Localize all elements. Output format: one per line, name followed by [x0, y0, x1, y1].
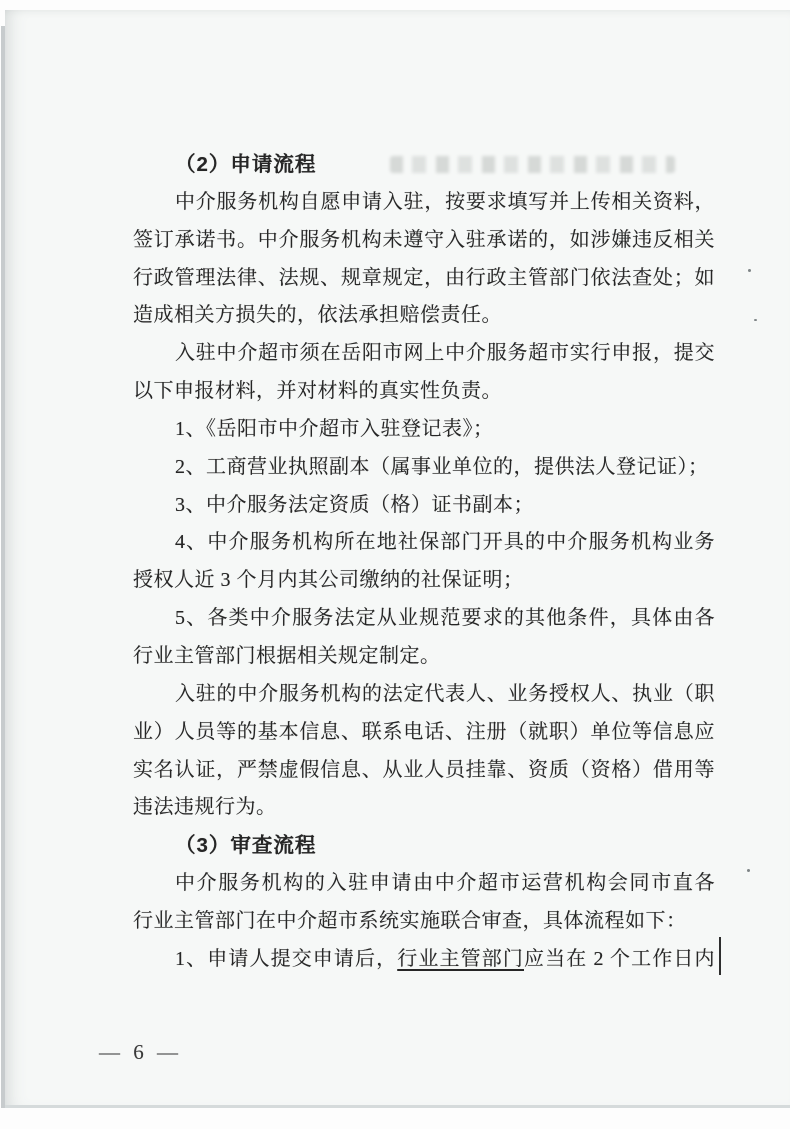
- insertion-mark: [719, 937, 721, 975]
- scan-edge-left: [1, 26, 5, 1108]
- scan-speck: [754, 319, 757, 321]
- text-line: 行政管理法律、法规、规章规定，由行政主管部门依法查处；如: [133, 266, 715, 289]
- text-line: 签订承诺书。中介服务机构未遵守入驻承诺的，如涉嫌违反相关: [133, 228, 715, 251]
- text-line: 中介服务机构自愿申请入驻，按要求填写并上传相关资料，: [175, 190, 715, 213]
- text-block: [133, 146, 715, 979]
- page-number: — 6 —: [99, 1040, 182, 1064]
- section-heading: （3）审查流程: [175, 834, 317, 858]
- scan-edge-bottom: [5, 1105, 790, 1108]
- text-line: 行业主管部门在中介超市系统实施联合审查，具体流程如下：: [133, 909, 687, 932]
- scan-speck: [748, 269, 751, 272]
- text-line: 入驻的中介服务机构的法定代表人、业务授权人、执业（职: [175, 682, 715, 705]
- text-line: 4、中介服务机构所在地社保部门开具的中介服务机构业务: [175, 531, 715, 554]
- text-line: 中介服务机构的入驻申请由中介超市运营机构会同市直各: [175, 872, 715, 895]
- text-line: [133, 941, 715, 979]
- text-line: 业）人员等的基本信息、联系电话、注册（就职）单位等信息应: [133, 720, 715, 743]
- text-line: 以下申报材料，并对材料的真实性负责。: [133, 380, 502, 403]
- section-heading: （2）申请流程: [175, 153, 317, 176]
- text-line: 违法违规行为。: [133, 796, 277, 819]
- text-line: 5、各类中介服务法定从业规范要求的其他条件，具体由各: [175, 607, 715, 630]
- text-segment: 1、申请人提交申请后，: [175, 947, 398, 970]
- scan-speck: [747, 869, 750, 872]
- text-line: 实名认证，严禁虚假信息、从业人员挂靠、资质（资格）借用等: [133, 758, 715, 781]
- text-line: 2、工商营业执照副本（属事业单位的，提供法人登记证）；: [175, 455, 709, 478]
- text-line: 1、《岳阳市中介超市入驻登记表》；: [175, 417, 494, 440]
- text-line: 行业主管部门根据相关规定制定。: [133, 644, 441, 667]
- text-line: 造成相关方损失的，依法承担赔偿责任。: [133, 304, 502, 327]
- text-line: 授权人近 3 个月内其公司缴纳的社保证明；: [133, 569, 524, 592]
- underlined-text: 行业主管部门: [397, 947, 524, 970]
- text-line: 3、中介服务法定资质（格）证书副本；: [175, 493, 534, 516]
- text-segment: 应当在 2 个工作日内: [523, 947, 716, 970]
- text-line: 入驻中介超市须在岳阳市网上中介服务超市实行申报，提交: [175, 342, 715, 365]
